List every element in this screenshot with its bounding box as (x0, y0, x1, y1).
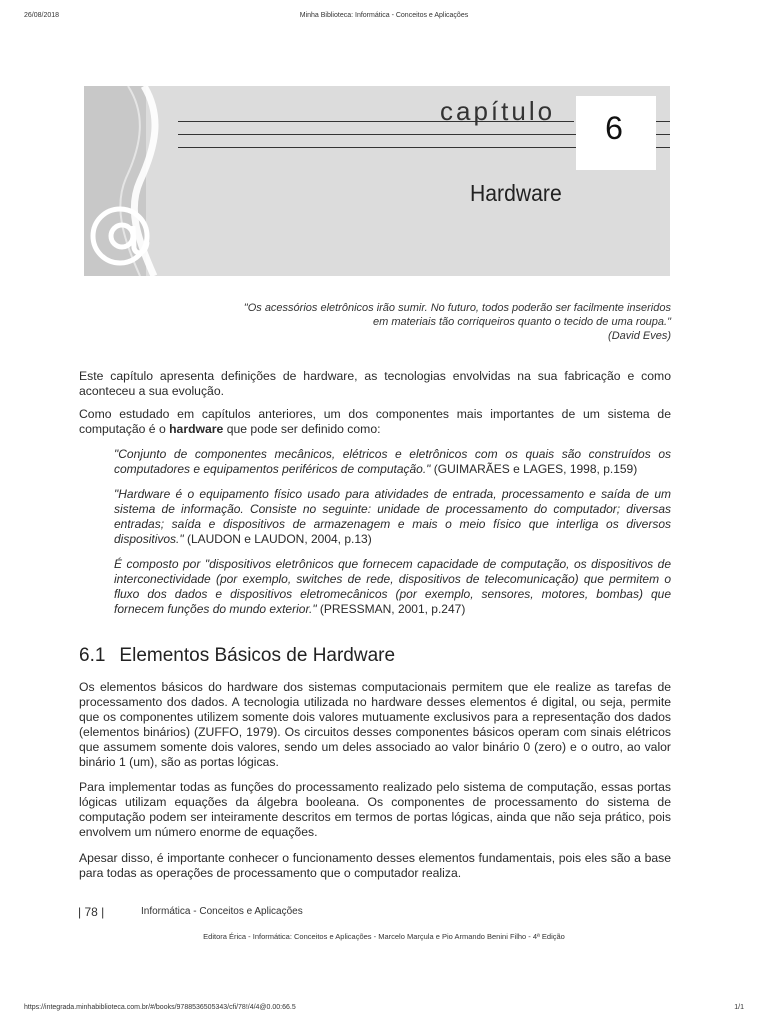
definition-quote (114, 557, 671, 617)
definition-quote (114, 487, 671, 547)
epigraph (180, 301, 671, 343)
quote-citation: (PRESSMAN, 2001, p.247) (316, 602, 466, 616)
intro-text: Como estudado em capítulos anteriores, um dos componentes mais importantes de um sistema de computação é o (79, 407, 671, 436)
quote-text: "Conjunto de componentes mecânicos, elétricos e eletrônicos com os quais são construídos os computadores e equipamentos periféricos de computação." (114, 447, 671, 476)
section-title: Elementos Básicos de Hardware (119, 645, 396, 666)
quote-text: "Hardware é o equipamento físico usado para atividades de entrada, processamento e saída de um sistema de informação. Consiste no seguinte: unidade de processamento do computador; diversas entradas; saída e dispositivos de armazenagem e mais o meio físico que interliga os diversos dispositivos." (114, 487, 671, 546)
intro-paragraph (79, 407, 671, 437)
chapter-number: 6 (605, 110, 623, 146)
print-page-title: Minha Biblioteca: Informática - Conceitos e Aplicações (299, 12, 469, 19)
section-heading (79, 645, 395, 667)
definition-quote (114, 447, 671, 477)
book-title: Informática - Conceitos e Aplicações (141, 906, 303, 917)
print-date: 26/08/2018 (24, 12, 60, 19)
chapter-label: capítulo (440, 96, 556, 126)
quote-text: É composto por "dispositivos eletrônicos que fornecem capacidade de computação, os dispositivos de interconectividade (por exemplo, switches de rede, dispositivos de telecomunicação) que permitem o fluxo dos dados e dispositivos eletromecânicos (por exemplo, sensores, motores, bombas) que fornecem funções do mundo exterior." (114, 557, 671, 616)
chapter-title: Hardware (470, 180, 562, 206)
epigraph-line: em materiais tão corriqueiros quanto o tecido de uma roupa." (372, 316, 671, 328)
epigraph-author: (David Eves) (608, 330, 671, 342)
print-page-indicator: 1/1 (734, 1004, 744, 1011)
section-number: 6.1 (79, 645, 106, 666)
publisher-line: Editora Érica - Informática: Conceitos e Aplicações - Marcelo Marçula e Pio Armando Benini Filho - 4ª Edição (203, 932, 565, 941)
intro-text: que pode ser definido como: (223, 422, 381, 436)
intro-paragraph: Este capítulo apresenta definições de hardware, as tecnologias envolvidas na sua fabricação e como aconteceu a sua evolução. (79, 369, 671, 398)
epigraph-line: "Os acessórios eletrônicos irão sumir. No futuro, todos poderão ser facilmente inseridos (243, 302, 671, 314)
at-sign-icon (84, 86, 214, 276)
hardware-term: hardware (169, 422, 224, 436)
section-paragraph: Os elementos básicos do hardware dos sistemas computacionais permitem que ele realize as tarefas de processamento dos dados. A tecnologia utilizada no hardware desses elementos é digital, ou seja, permite que os componentes utilizem somente dois valores mutuamente exclusivos para a representação dos dados (elementos binários) (ZUFFO, 1979). Os circuitos desses componentes básicos operam com sinais elétricos que assumem somente dois valores, sendo um deles associado ao valor binário 0 (zero) e o outro, ao valor binário 1 (um), são as portas lógicas. (79, 680, 671, 769)
section-paragraph: Apesar disso, é importante conhecer o funcionamento desses elementos fundamentais, pois eles são a base para todas as operações de processamento que o computador realiza. (79, 851, 671, 880)
quote-citation: (GUIMARÃES e LAGES, 1998, p.159) (430, 462, 638, 476)
print-url: https://integrada.minhabiblioteca.com.br/#/books/9788536505343/cfi/78!/4/4@0.00:66.5 (24, 1004, 296, 1011)
quote-citation: (LAUDON e LAUDON, 2004, p.13) (183, 532, 372, 546)
banner-rule (656, 121, 670, 122)
page-number: | 78 | (78, 905, 105, 919)
section-paragraph: Para implementar todas as funções do processamento realizado pelo sistema de computação, essas portas lógicas utilizam equações da álgebra booleana. Os componentes de processamento do sistema de computação podem ser inteiramente descritos em termos de portas lógicas, ainda que não seja prático, pois envolvem um número enorme de equações. (79, 780, 671, 839)
